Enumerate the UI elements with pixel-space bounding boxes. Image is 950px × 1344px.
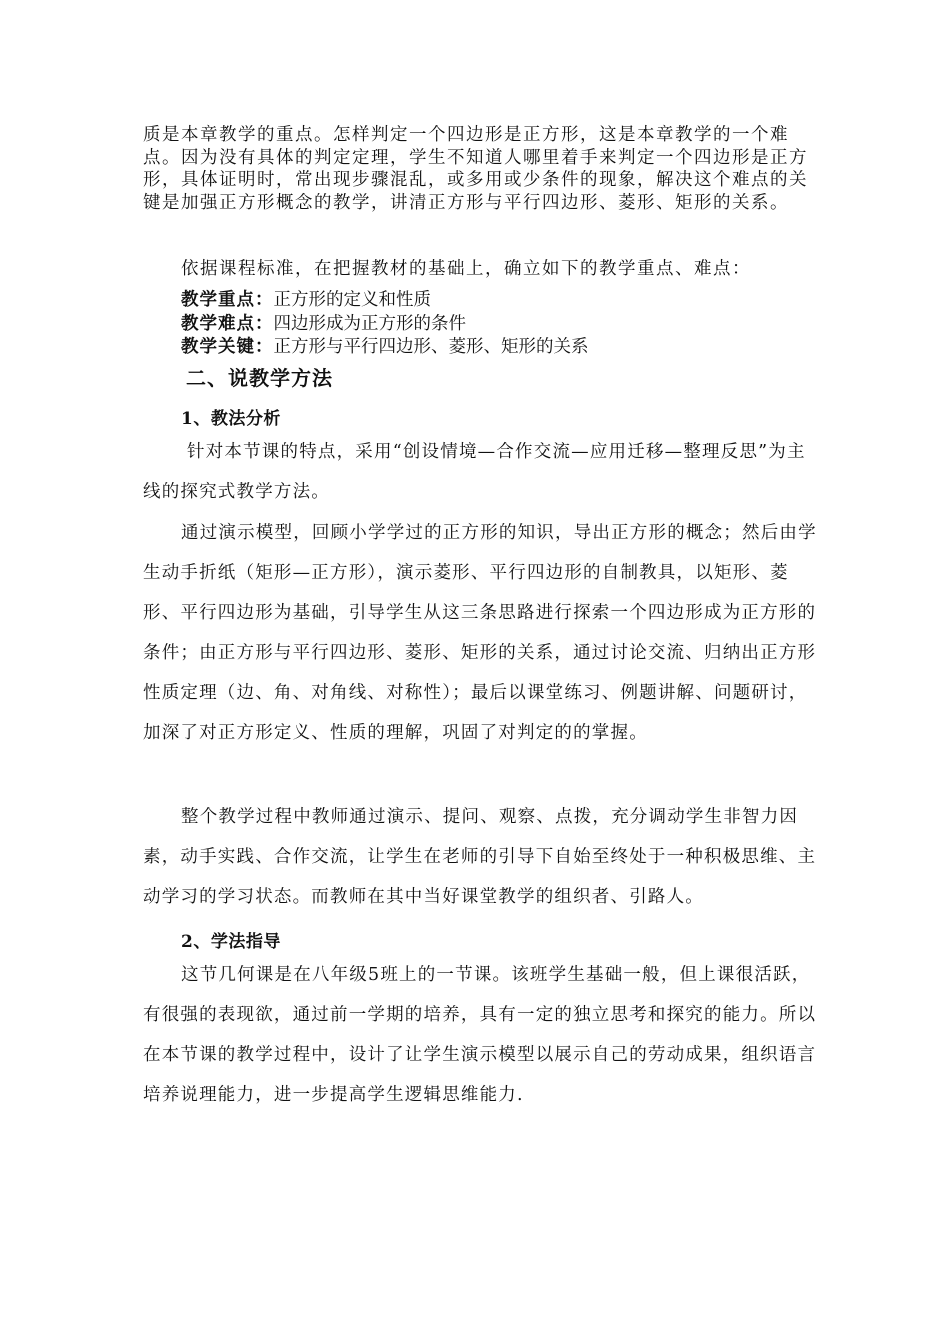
key-point-text: 正方形与平行四边形、菱形、矩形的关系 — [273, 337, 589, 357]
subsection-heading-method: 1、教法分析 — [181, 409, 281, 429]
key-point-text: 正方形的定义和性质 — [273, 290, 431, 310]
section-heading: 二、说教学方法 — [186, 366, 333, 390]
key-point-difficulty — [143, 313, 823, 337]
key-point-label: 教学难点： — [181, 313, 274, 334]
key-point-key — [143, 336, 823, 360]
subsection-heading-learning: 2、学法指导 — [181, 932, 281, 952]
key-points-list — [143, 289, 823, 360]
key-point-label: 教学关键： — [181, 337, 274, 357]
intro-paragraph: 质是本章教学的重点。怎样判定一个四边形是正方形，这是本章教学的一个难点。因为没有具体的判定定理，学生不知道人哪里着手来判定一个四边形是正方形，具体证明时，常出现步骤混乱，或多用或少条件的现象，解决这个难点的关键是加强正方形概念的教学，讲清正方形与平行四边形、菱形、矩形的关系。 — [143, 125, 808, 213]
learning-paragraph: 这节几何课是在八年级5班上的一节课。该班学生基础一般，但上课很活跃，有很强的表现欲，通过前一学期的培养，具有一定的独立思考和探究的能力。所以在本节课的教学过程中，设计了让学生演示模型以展示自己的劳动成果，组织语言培养说理能力，进一步提高学生逻辑思维能力. — [143, 965, 817, 1105]
key-point-label: 教学重点： — [181, 290, 274, 310]
method-paragraph-1: 针对本节课的特点，采用“创设情境—合作交流—应用迁移—整理反思”为主线的探究式教学方法。 — [143, 442, 806, 502]
method-paragraph-2: 通过演示模型，回顾小学学过的正方形的知识，导出正方形的概念；然后由学生动手折纸（矩形—正方形），演示菱形、平行四边形的自制教具，以矩形、菱形、平行四边形为基础，引导学生从这三条思路进行探索一个四边形成为正方形的条件；由正方形与平行四边形、菱形、矩形的关系，通过讨论交流、归纳出正方形性质定理（边、角、对角线、对称性）；最后以课堂练习、例题讲解、问题研讨，加深了对正方形定义、性质的理解，巩固了对判定的的掌握。 — [143, 523, 817, 743]
key-point-focus — [143, 289, 823, 313]
key-point-text: 四边形成为正方形的条件 — [273, 313, 466, 334]
method-paragraph-3: 整个教学过程中教师通过演示、提问、观察、点拨，充分调动学生非智力因素，动手实践、合作交流，让学生在老师的引导下自始至终处于一种积极思维、主动学习的学习状态。而教师在其中当好课堂教学的组织者、引路人。 — [143, 807, 817, 907]
basis-paragraph: 依据课程标准，在把握教材的基础上，确立如下的教学重点、难点： — [181, 259, 751, 279]
